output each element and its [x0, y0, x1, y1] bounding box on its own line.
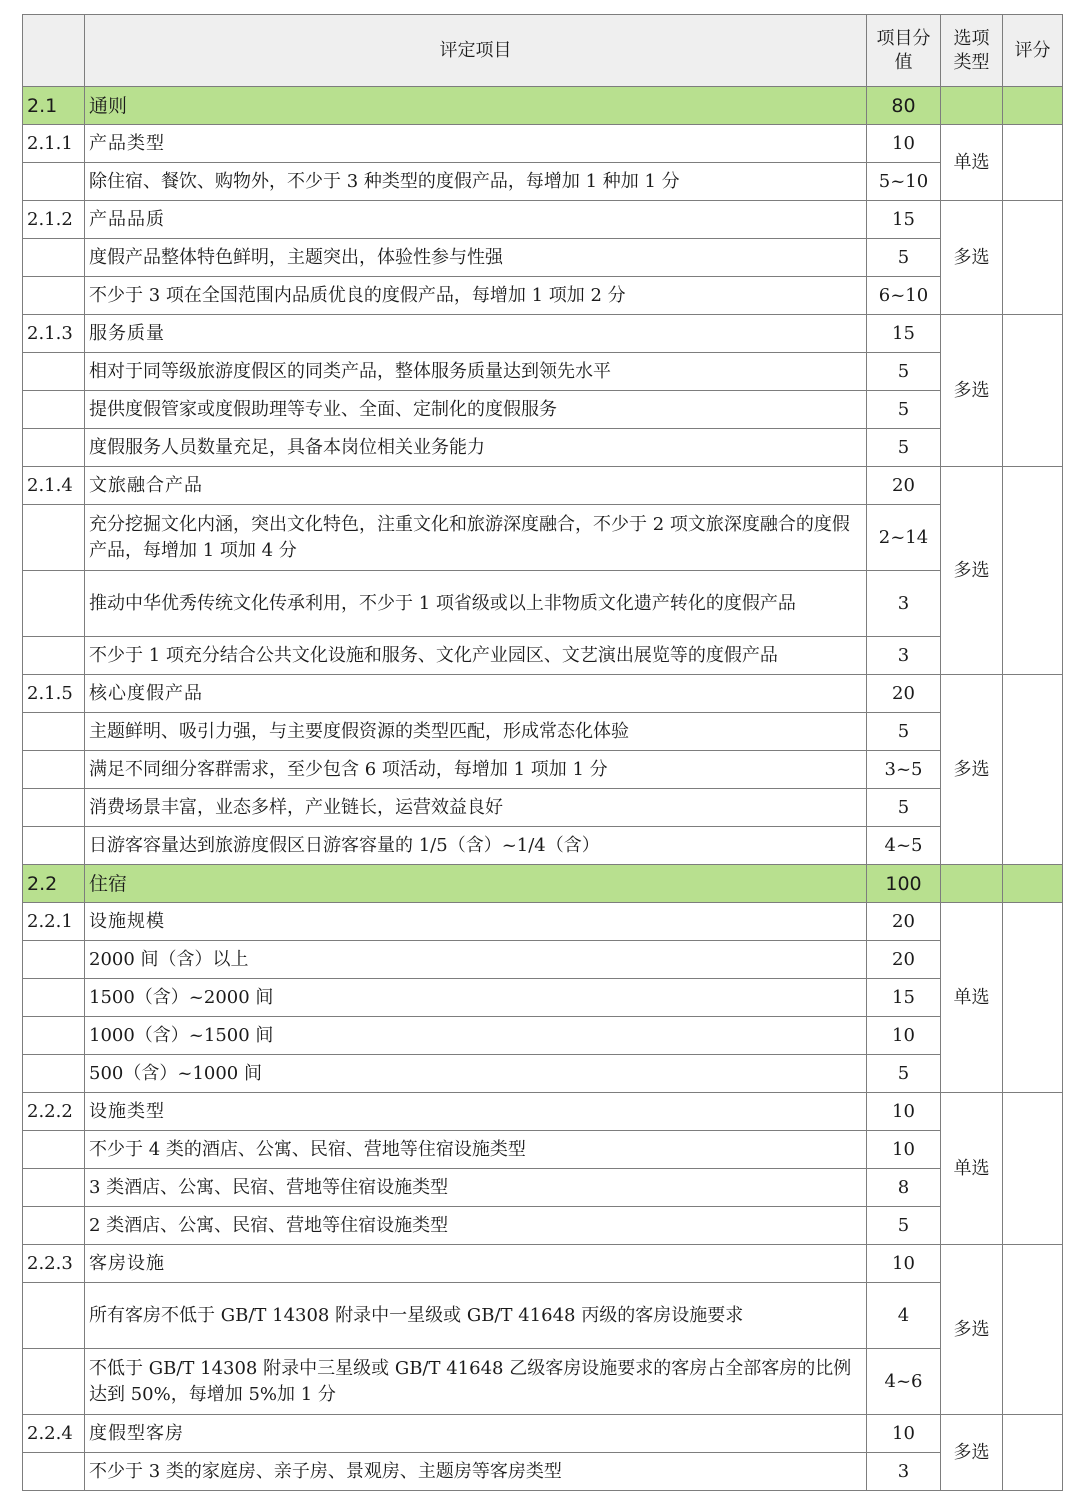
criterion-num-cell: [23, 637, 85, 675]
option-type: 单选: [941, 125, 1003, 201]
criterion-row: [23, 827, 1063, 865]
criterion-row: [23, 713, 1063, 751]
criterion-score: 4~5: [867, 827, 941, 865]
criterion-text: 不少于 3 项在全国范围内品质优良的度假产品，每增加 1 项加 2 分: [85, 277, 867, 315]
criterion-score: 3: [867, 1453, 941, 1491]
group-name: 文旅融合产品: [85, 467, 867, 505]
rating-cell[interactable]: [1003, 87, 1063, 125]
section-title: 住宿: [85, 865, 867, 903]
criterion-score: 5: [867, 1055, 941, 1093]
option-type: 单选: [941, 1093, 1003, 1245]
criterion-text: 推动中华优秀传统文化传承利用，不少于 1 项省级或以上非物质文化遗产转化的度假产品: [85, 571, 867, 637]
criterion-num-cell: [23, 979, 85, 1017]
criterion-score: 5: [867, 713, 941, 751]
criterion-row: [23, 571, 1063, 637]
criterion-text: 1500（含）~2000 间: [85, 979, 867, 1017]
section-type-cell: [941, 865, 1003, 903]
group-number: 2.2.4: [23, 1415, 85, 1453]
rating-cell[interactable]: [1003, 903, 1063, 1093]
criterion-row: [23, 163, 1063, 201]
rating-cell[interactable]: [1003, 675, 1063, 865]
header-rating: 评分: [1003, 15, 1063, 87]
criterion-row: [23, 789, 1063, 827]
section-title: 通则: [85, 87, 867, 125]
criterion-row: [23, 239, 1063, 277]
criterion-num-cell: [23, 505, 85, 571]
criterion-num-cell: [23, 391, 85, 429]
criterion-num-cell: [23, 1453, 85, 1491]
criterion-num-cell: [23, 713, 85, 751]
criterion-num-cell: [23, 429, 85, 467]
option-type: 单选: [941, 903, 1003, 1093]
group-row: [23, 125, 1063, 163]
group-row: [23, 675, 1063, 713]
criterion-score: 5: [867, 391, 941, 429]
criterion-num-cell: [23, 1207, 85, 1245]
criterion-text: 充分挖掘文化内涵，突出文化特色，注重文化和旅游深度融合，不少于 2 项文旅深度融合的度假产品，每增加 1 项加 4 分: [85, 505, 867, 571]
option-type: 多选: [941, 467, 1003, 675]
criterion-score: 6~10: [867, 277, 941, 315]
criterion-text: 满足不同细分客群需求，至少包含 6 项活动，每增加 1 项加 1 分: [85, 751, 867, 789]
criterion-text: 3 类酒店、公寓、民宿、营地等住宿设施类型: [85, 1169, 867, 1207]
rating-cell[interactable]: [1003, 201, 1063, 315]
criterion-num-cell: [23, 353, 85, 391]
criterion-row: [23, 505, 1063, 571]
header-row: [23, 15, 1063, 87]
criterion-score: 5: [867, 789, 941, 827]
group-name: 度假型客房: [85, 1415, 867, 1453]
criterion-num-cell: [23, 239, 85, 277]
criterion-text: 主题鲜明、吸引力强，与主要度假资源的类型匹配，形成常态化体验: [85, 713, 867, 751]
criterion-text: 500（含）~1000 间: [85, 1055, 867, 1093]
group-name: 客房设施: [85, 1245, 867, 1283]
rating-cell[interactable]: [1003, 467, 1063, 675]
criterion-text: 1000（含）~1500 间: [85, 1017, 867, 1055]
criterion-num-cell: [23, 277, 85, 315]
scoring-table: [22, 14, 1063, 1491]
criterion-score: 8: [867, 1169, 941, 1207]
header-type: 选项类型: [941, 15, 1003, 87]
criterion-score: 15: [867, 979, 941, 1017]
criterion-score: 10: [867, 1017, 941, 1055]
option-type: 多选: [941, 1245, 1003, 1415]
criterion-row: [23, 1207, 1063, 1245]
rating-cell[interactable]: [1003, 315, 1063, 467]
rating-cell[interactable]: [1003, 1093, 1063, 1245]
header-item: 评定项目: [85, 15, 867, 87]
criterion-row: [23, 277, 1063, 315]
criterion-score: 5: [867, 1207, 941, 1245]
criterion-num-cell: [23, 1283, 85, 1349]
section-score: 80: [867, 87, 941, 125]
criterion-row: [23, 353, 1063, 391]
criterion-score: 3~5: [867, 751, 941, 789]
group-row: [23, 1245, 1063, 1283]
group-number: 2.2.1: [23, 903, 85, 941]
group-number: 2.1.1: [23, 125, 85, 163]
criterion-text: 不少于 1 项充分结合公共文化设施和服务、文化产业园区、文艺演出展览等的度假产品: [85, 637, 867, 675]
group-score: 15: [867, 315, 941, 353]
criterion-row: [23, 751, 1063, 789]
criterion-row: [23, 1017, 1063, 1055]
group-score: 10: [867, 1093, 941, 1131]
rating-cell[interactable]: [1003, 1245, 1063, 1415]
criterion-text: 度假服务人员数量充足，具备本岗位相关业务能力: [85, 429, 867, 467]
group-score: 20: [867, 903, 941, 941]
criterion-score: 3: [867, 637, 941, 675]
section-type-cell: [941, 87, 1003, 125]
section-score: 100: [867, 865, 941, 903]
criterion-row: [23, 1131, 1063, 1169]
group-name: 设施规模: [85, 903, 867, 941]
criterion-row: [23, 391, 1063, 429]
criterion-num-cell: [23, 571, 85, 637]
group-score: 20: [867, 467, 941, 505]
section-row: [23, 87, 1063, 125]
criterion-num-cell: [23, 789, 85, 827]
group-name: 服务质量: [85, 315, 867, 353]
criterion-num-cell: [23, 827, 85, 865]
group-score: 15: [867, 201, 941, 239]
criterion-row: [23, 637, 1063, 675]
group-number: 2.1.2: [23, 201, 85, 239]
section-number: 2.2: [23, 865, 85, 903]
criterion-num-cell: [23, 751, 85, 789]
criterion-row: [23, 1349, 1063, 1415]
group-row: [23, 315, 1063, 353]
criterion-text: 度假产品整体特色鲜明，主题突出，体验性参与性强: [85, 239, 867, 277]
criterion-score: 10: [867, 1131, 941, 1169]
criterion-row: [23, 979, 1063, 1017]
group-name: 设施类型: [85, 1093, 867, 1131]
criterion-text: 日游客容量达到旅游度假区日游客容量的 1/5（含）~1/4（含）: [85, 827, 867, 865]
criterion-text: 不少于 4 类的酒店、公寓、民宿、营地等住宿设施类型: [85, 1131, 867, 1169]
criterion-score: 4: [867, 1283, 941, 1349]
group-score: 10: [867, 125, 941, 163]
criterion-num-cell: [23, 1131, 85, 1169]
group-score: 10: [867, 1415, 941, 1453]
criterion-row: [23, 941, 1063, 979]
criterion-score: 5~10: [867, 163, 941, 201]
criterion-score: 2~14: [867, 505, 941, 571]
criterion-num-cell: [23, 941, 85, 979]
group-name: 产品品质: [85, 201, 867, 239]
criterion-text: 2000 间（含）以上: [85, 941, 867, 979]
group-score: 20: [867, 675, 941, 713]
criterion-score: 5: [867, 353, 941, 391]
group-row: [23, 903, 1063, 941]
criterion-num-cell: [23, 1017, 85, 1055]
criterion-text: 2 类酒店、公寓、民宿、营地等住宿设施类型: [85, 1207, 867, 1245]
section-number: 2.1: [23, 87, 85, 125]
criterion-text: 提供度假管家或度假助理等专业、全面、定制化的度假服务: [85, 391, 867, 429]
group-number: 2.2.3: [23, 1245, 85, 1283]
criterion-text: 除住宿、餐饮、购物外，不少于 3 种类型的度假产品，每增加 1 种加 1 分: [85, 163, 867, 201]
group-number: 2.1.3: [23, 315, 85, 353]
criterion-text: 所有客房不低于 GB/T 14308 附录中一星级或 GB/T 41648 丙级的客房设施要求: [85, 1283, 867, 1349]
criterion-text: 消费场景丰富，业态多样，产业链长，运营效益良好: [85, 789, 867, 827]
criterion-score: 20: [867, 941, 941, 979]
criterion-score: 4~6: [867, 1349, 941, 1415]
option-type: 多选: [941, 675, 1003, 865]
criterion-text: 不少于 3 类的家庭房、亲子房、景观房、主题房等客房类型: [85, 1453, 867, 1491]
group-row: [23, 1093, 1063, 1131]
criterion-row: [23, 1055, 1063, 1093]
group-row: [23, 1415, 1063, 1453]
section-row: [23, 865, 1063, 903]
group-number: 2.1.4: [23, 467, 85, 505]
criterion-num-cell: [23, 163, 85, 201]
criterion-row: [23, 1169, 1063, 1207]
header-num-cell: [23, 15, 85, 87]
group-number: 2.1.5: [23, 675, 85, 713]
criterion-num-cell: [23, 1349, 85, 1415]
group-row: [23, 201, 1063, 239]
criterion-text: 相对于同等级旅游度假区的同类产品，整体服务质量达到领先水平: [85, 353, 867, 391]
criterion-score: 5: [867, 429, 941, 467]
criterion-num-cell: [23, 1169, 85, 1207]
group-name: 核心度假产品: [85, 675, 867, 713]
rating-cell[interactable]: [1003, 1415, 1063, 1491]
criterion-num-cell: [23, 1055, 85, 1093]
criterion-score: 3: [867, 571, 941, 637]
option-type: 多选: [941, 1415, 1003, 1491]
criterion-row: [23, 1453, 1063, 1491]
group-number: 2.2.2: [23, 1093, 85, 1131]
criterion-row: [23, 1283, 1063, 1349]
group-name: 产品类型: [85, 125, 867, 163]
header-score: 项目分值: [867, 15, 941, 87]
option-type: 多选: [941, 315, 1003, 467]
criterion-text: 不低于 GB/T 14308 附录中三星级或 GB/T 41648 乙级客房设施要求的客房占全部客房的比例达到 50%，每增加 5%加 1 分: [85, 1349, 867, 1415]
rating-cell[interactable]: [1003, 865, 1063, 903]
group-row: [23, 467, 1063, 505]
option-type: 多选: [941, 201, 1003, 315]
criterion-row: [23, 429, 1063, 467]
evaluation-table: [22, 14, 1063, 1491]
group-score: 10: [867, 1245, 941, 1283]
criterion-score: 5: [867, 239, 941, 277]
rating-cell[interactable]: [1003, 125, 1063, 201]
